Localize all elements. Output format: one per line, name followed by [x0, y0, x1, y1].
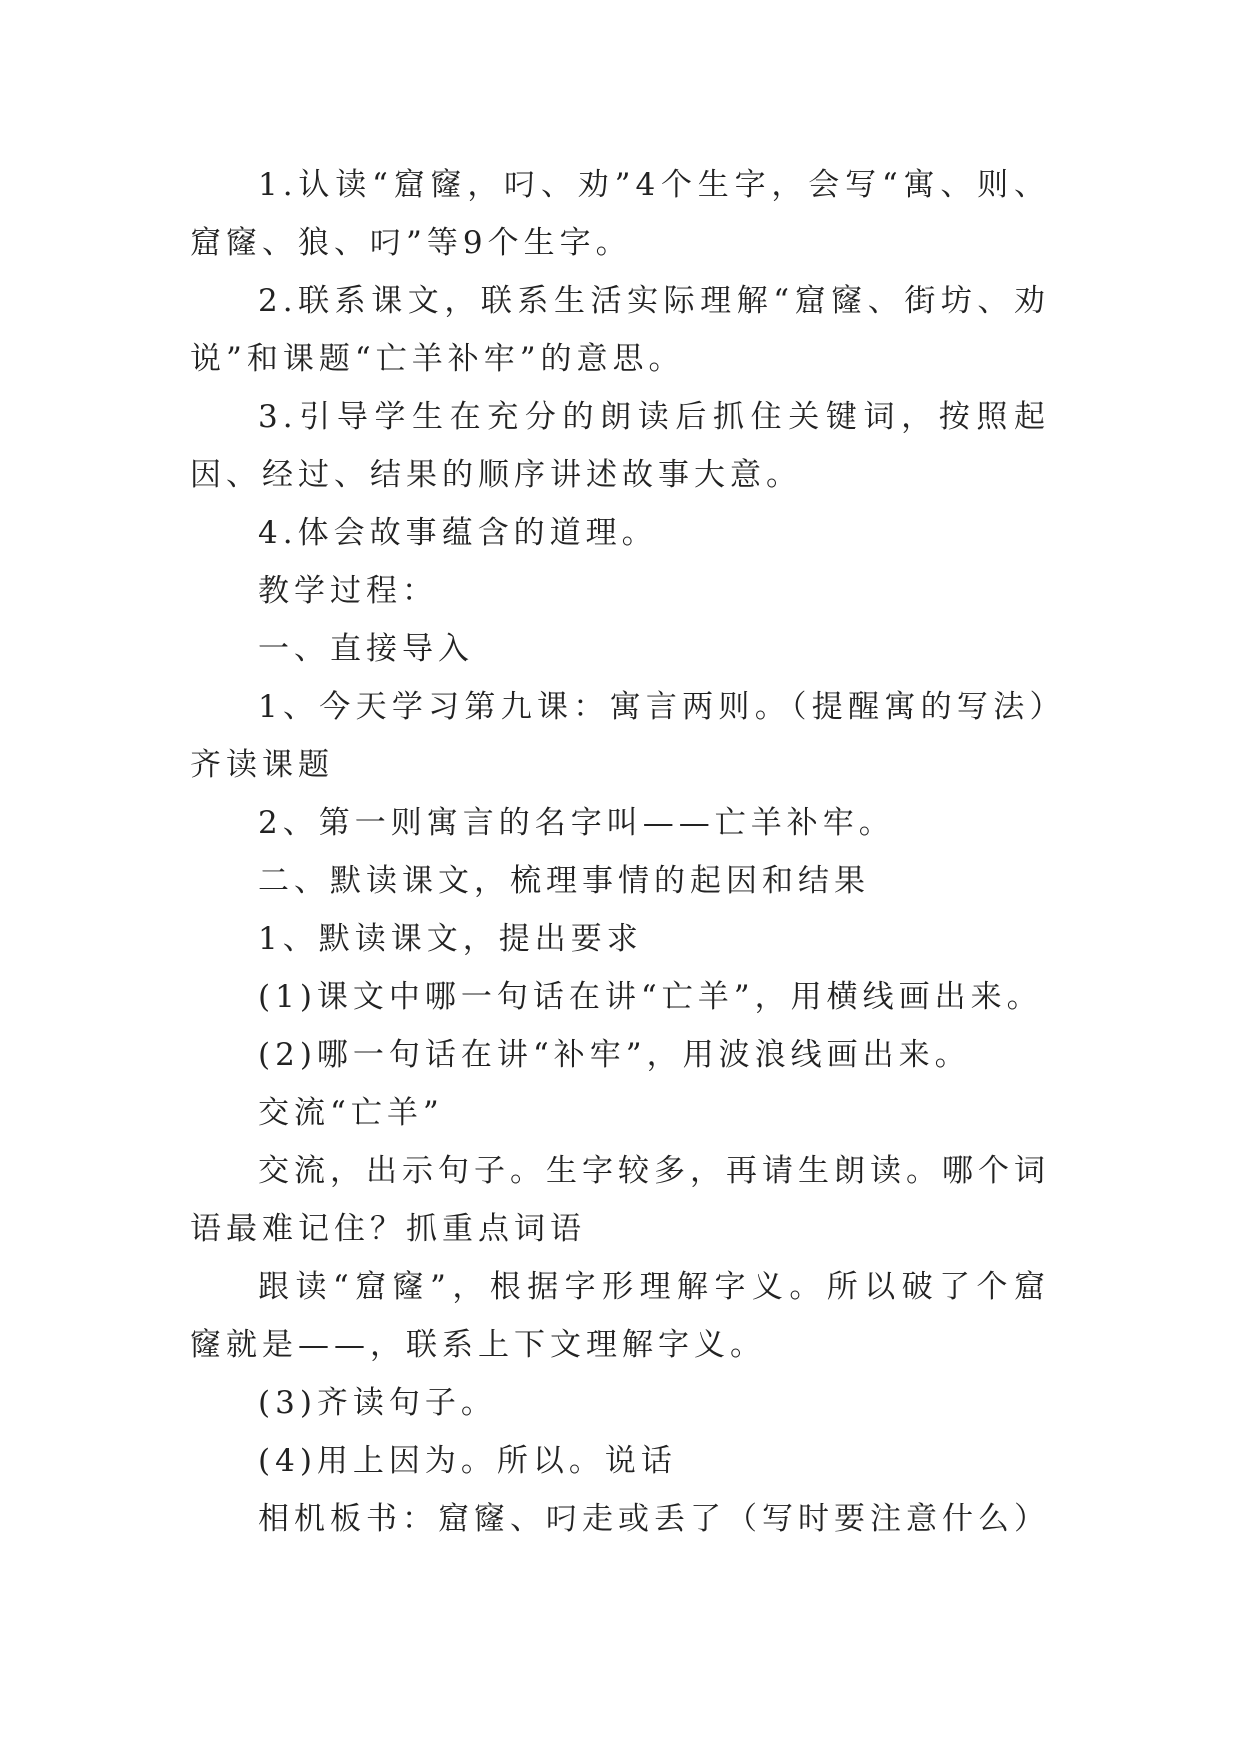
objective-1: 1.认读“窟窿，叼、劝”4个生字，会写“寓、则、窟窿、狼、叼”等9个生字。 — [190, 167, 1050, 261]
follow-read-text: 跟读“窟窿”，根据字形理解字义。所以破了个窟窿就是——，联系上下文理解字义。 — [190, 1269, 1050, 1363]
requirement-1: (1)课文中哪一句话在讲“亡羊”，用横线画出来。 — [258, 979, 1043, 1015]
board-writing: 相机板书：窟窿、叼走或丢了（写时要注意什么） — [258, 1501, 1050, 1537]
requirement-3: (3)齐读句子。 — [258, 1385, 497, 1421]
section-1-heading: 一、直接导入 — [258, 631, 474, 667]
requirement-2: (2)哪一句话在讲“补牢”，用波浪线画出来。 — [258, 1037, 971, 1073]
requirement-4: (4)用上因为。所以。说话 — [258, 1443, 677, 1479]
step-2-1: 1、默读课文，提出要求 — [258, 921, 643, 957]
objective-3: 3.引导学生在充分的朗读后抓住关键词，按照起因、经过、结果的顺序讲述故事大意。 — [190, 399, 1050, 493]
objective-2: 2.联系课文，联系生活实际理解“窟窿、街坊、劝说”和课题“亡羊补牢”的意思。 — [190, 283, 1050, 377]
document-body — [190, 156, 1050, 1548]
section-2-heading: 二、默读课文，梳理事情的起因和结果 — [258, 863, 870, 899]
exchange-text: 交流，出示句子。生字较多，再请生朗读。哪个词语最难记住？抓重点词语 — [190, 1153, 1050, 1247]
step-1-2: 2、第一则寓言的名字叫——亡羊补牢。 — [258, 805, 895, 841]
objective-4: 4.体会故事蕴含的道理。 — [258, 515, 658, 551]
teaching-process-heading: 教学过程： — [258, 573, 438, 609]
step-1-1: 1、今天学习第九课：寓言两则。（提醒寓的写法）齐读课题 — [190, 689, 1050, 783]
exchange-heading: 交流“亡羊” — [258, 1095, 444, 1131]
